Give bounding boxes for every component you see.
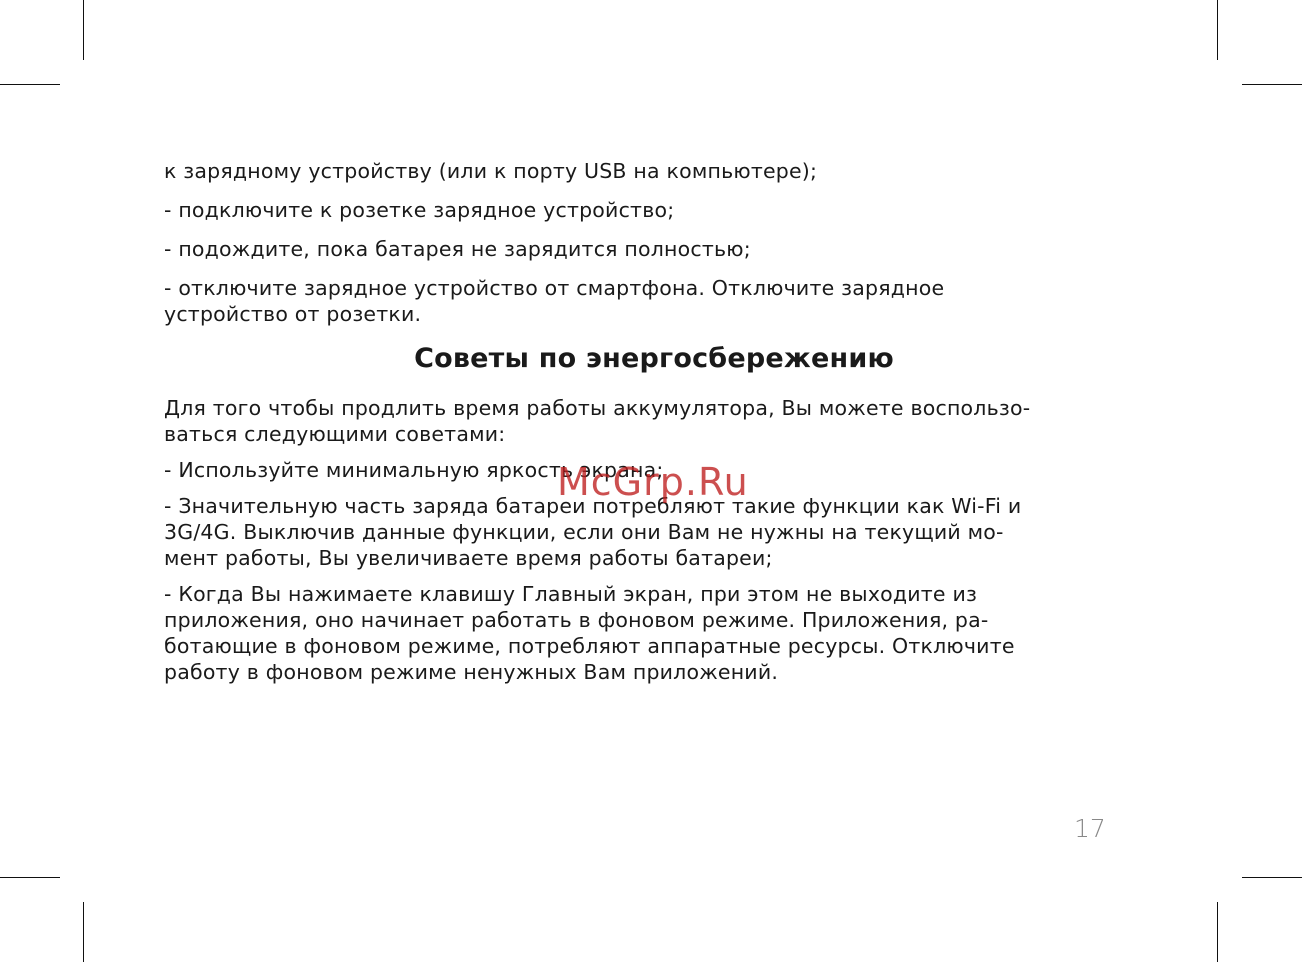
crop-mark-bottom-left-vertical [83, 902, 84, 962]
charger-line: к зарядному устройству (или к порту USB на компьютере); [164, 159, 818, 183]
step-disconnect: - отключите зарядное устройство от смартфона. Отключите зарядное устройство от розетки. [164, 276, 945, 326]
watermark: McGrp.Ru [557, 460, 749, 504]
section-intro: Для того чтобы продлить время работы аккумулятора, Вы можете воспользо- ваться следующими советами: [164, 396, 1031, 446]
page-number: 17 [1074, 814, 1106, 843]
tip-brightness: - Используйте минимальную яркость экрана; [164, 458, 664, 482]
crop-mark-top-left-horizontal [0, 84, 60, 85]
tip-background: - Когда Вы нажимаете клавишу Главный экран, при этом не выходите из приложения, оно начинает работать в фоновом режиме. Приложения, ра- ботающие в фоновом режиме, потребляют аппаратные ресурсы. Отключите работу в фоновом режиме ненужных Вам приложений. [164, 582, 1015, 684]
crop-mark-top-right-horizontal [1242, 84, 1302, 85]
tip-wifi: - Значительную часть заряда батареи потребляют такие функции как Wi-Fi и 3G/4G. Выключив данные функции, если они Вам не нужны на текущий мо- мент работы, Вы увеличиваете время работы батареи; [164, 494, 1022, 570]
page-body [164, 158, 1104, 685]
step-connect: - подключите к розетке зарядное устройство; [164, 198, 675, 222]
crop-mark-bottom-right-horizontal [1242, 877, 1302, 878]
step-wait: - подождите, пока батарея не зарядится полностью; [164, 237, 751, 261]
crop-mark-bottom-left-horizontal [0, 877, 60, 878]
crop-mark-top-left-vertical [83, 0, 84, 60]
section-title: Советы по энергосбережению [414, 343, 894, 374]
crop-mark-top-right-vertical [1217, 0, 1218, 60]
crop-mark-bottom-right-vertical [1217, 902, 1218, 962]
